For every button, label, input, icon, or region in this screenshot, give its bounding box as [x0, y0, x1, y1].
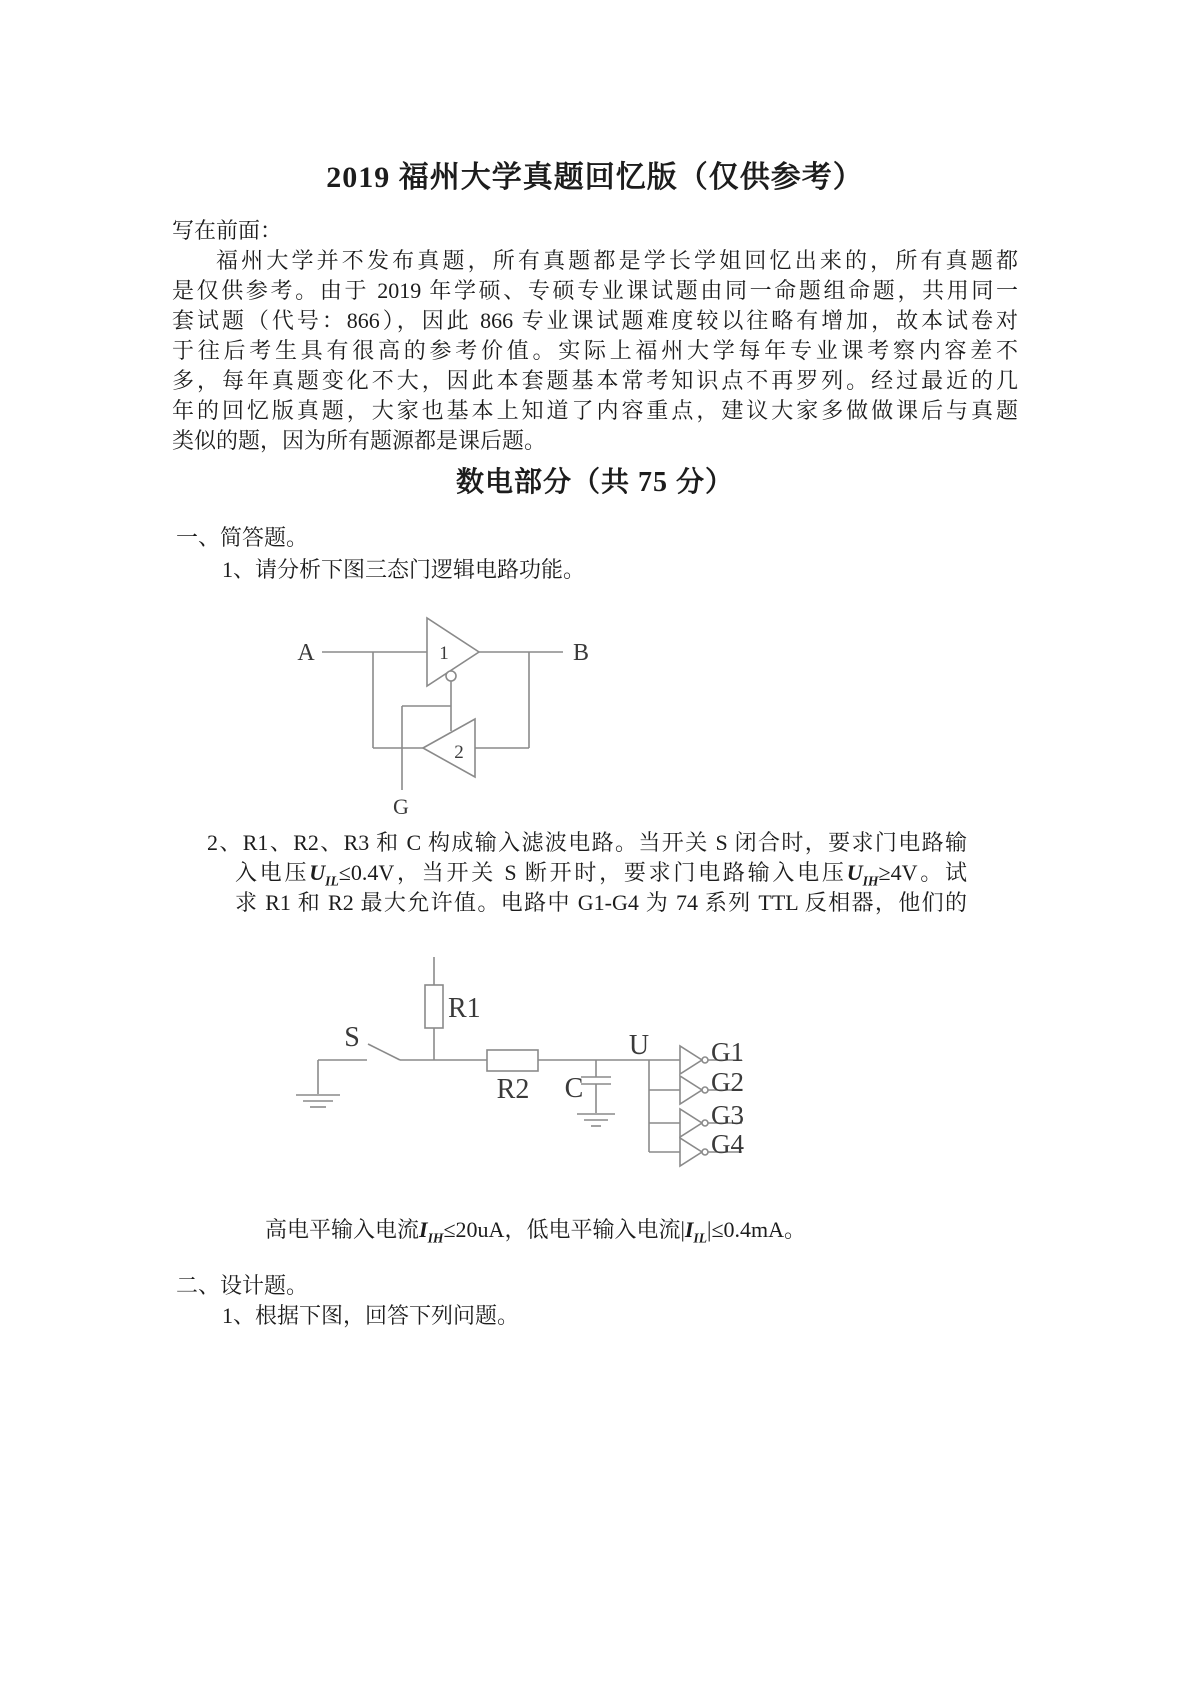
preface-paragraph [172, 216, 1018, 456]
label-u: U [628, 1030, 650, 1061]
inverter-g4-triangle [680, 1138, 702, 1166]
label-s: S [344, 1022, 360, 1053]
question1-text: 1、请分析下图三态门逻辑电路功能。 [222, 557, 586, 582]
label-b: B [572, 640, 590, 666]
intro-line: 套试题（代号：866），因此 866 专业课试题难度较以往略有增加，故本试卷对 [172, 308, 1018, 333]
label-g1: G1 [711, 1037, 744, 1067]
inverter-g1-triangle [680, 1046, 702, 1074]
label-r1: R1 [448, 993, 481, 1024]
inverter-g2-bubble [702, 1087, 708, 1093]
tristate-circuit-diagram [280, 595, 610, 825]
resistor-r1 [425, 985, 443, 1028]
gate1-enable-bubble [446, 671, 456, 681]
question2-line3: 求 R1 和 R2 最大允许值。电路中 G1-G4 为 74 系列 TTL 反相器，他们的 [235, 890, 967, 915]
preface-label: 写在前面： [172, 218, 283, 243]
intro-line: 福州大学并不发布真题，所有真题都是学长学姐回忆出来的，所有真题都 [216, 248, 1018, 273]
label-gate1: 1 [439, 643, 449, 664]
label-g4: G4 [711, 1129, 744, 1159]
switch-lever [368, 1044, 400, 1060]
intro-line: 多，每年真题变化不大，因此本套题基本常考知识点不再罗列。经过最近的几 [172, 368, 1018, 393]
gate2-triangle [423, 719, 475, 777]
part1-label: 一、简答题。 [176, 525, 309, 550]
inverter-g1-bubble [702, 1057, 708, 1063]
part2-label: 二、设计题。 [176, 1273, 309, 1298]
inverter-g3-bubble [702, 1120, 708, 1126]
intro-line: 年的回忆版真题，大家也基本上知道了内容重点，建议大家多做做课后与真题 [172, 398, 1018, 423]
intro-line-last: 类似的题，因为所有题源都是课后题。 [172, 428, 547, 453]
resistor-r2 [487, 1050, 538, 1071]
filter-circuit-diagram [290, 930, 760, 1170]
label-a: A [297, 640, 315, 666]
question2-line1: 2、R1、R2、R3 和 C 构成输入滤波电路。当开关 S 闭合时，要求门电路输 [207, 830, 967, 855]
inverter-g4-bubble [702, 1149, 708, 1155]
part2-question1-text: 1、根据下图，回答下列问题。 [222, 1303, 520, 1328]
current-spec-note: 高电平输入电流$I_{IH}\le 20uA$，低电平输入电流$|I_{IL}|\le 0.4mA$。 [265, 1217, 807, 1246]
section-heading-digital: 数电部分（共 75 分） [455, 467, 734, 498]
intro-line: 是仅供参考。由于 2019 年学硕、专硕专业课试题由同一命题组命题，共用同一 [172, 278, 1018, 303]
question2-text [207, 828, 967, 918]
label-gate2: 2 [454, 742, 464, 763]
question2-line2: 入电压$U_{IL}\le 0.4V$，当开关 S 断开时，要求门电路输入电压$U_{IH}\ge 4V$。试 [235, 860, 967, 889]
label-g2: G2 [711, 1067, 744, 1097]
label-c: C [564, 1073, 584, 1104]
label-r2: R2 [496, 1074, 530, 1105]
intro-line: 于往后考生具有很高的参考价值。实际上福州大学每年专业课考察内容差不 [172, 338, 1018, 363]
label-g3: G3 [711, 1100, 744, 1130]
inverter-g2-triangle [680, 1076, 702, 1104]
label-g: G [393, 794, 409, 819]
document-title: 2019 福州大学真题回忆版（仅供参考） [326, 161, 864, 194]
inverter-g3-triangle [680, 1109, 702, 1137]
